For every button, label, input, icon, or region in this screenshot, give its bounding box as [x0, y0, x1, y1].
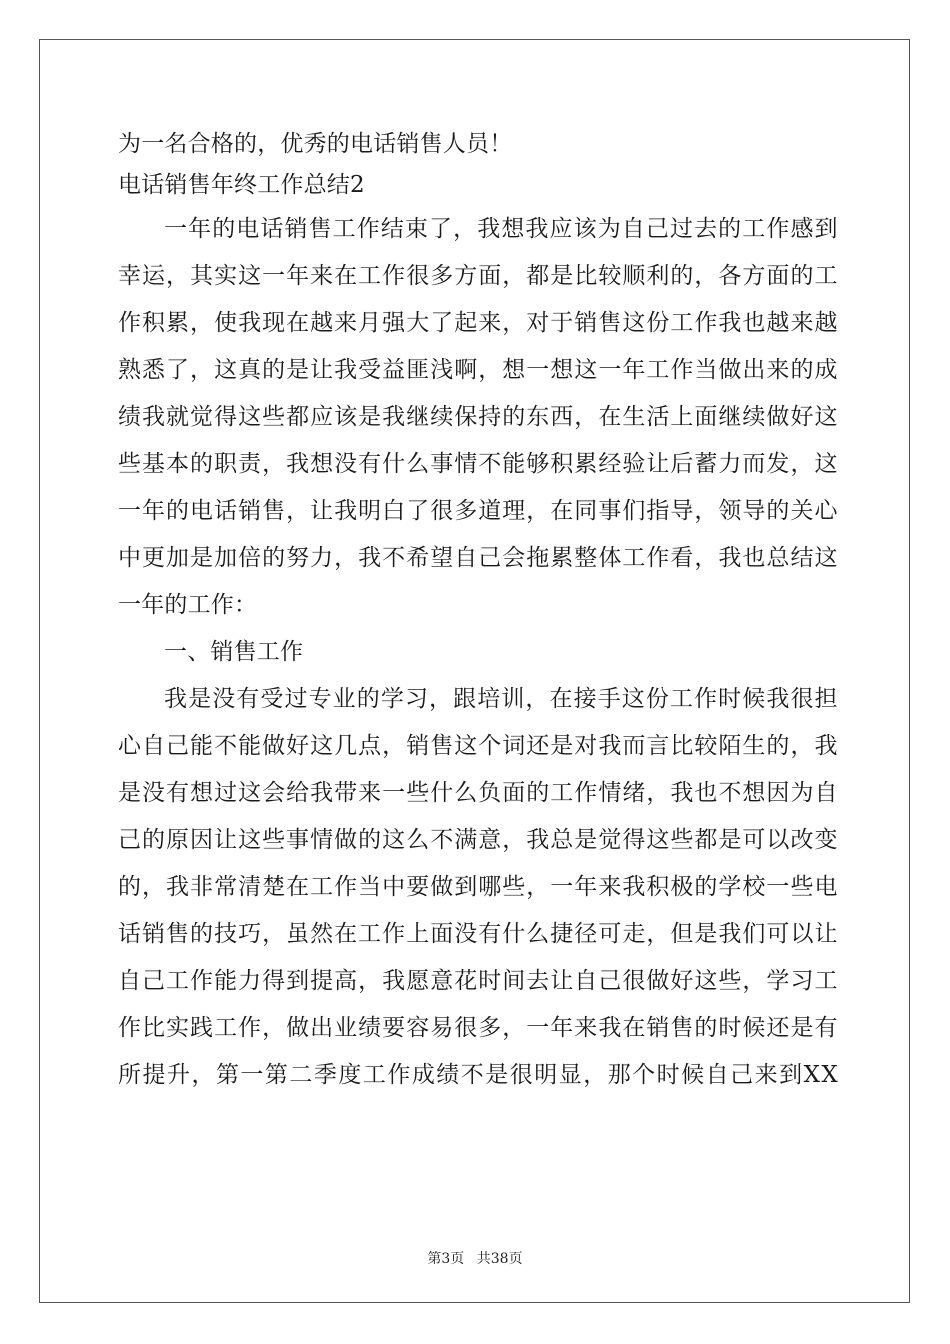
text-line — [118, 488, 838, 535]
text-line-content: 的 ， 我 非 常 清 楚 在 工 作 当 中 要 做 到 哪 些 ， 一 年 来 我 积 极 的 学 校 一 些 电 — [118, 874, 838, 900]
text-line-content: 一、销售工作 — [164, 639, 304, 665]
text-line-content: 中 更 加 是 加 倍 的 努 力 ， 我 不 希 望 自 己 会 拖 累 整 体 工 作 看 ， 我 也 总 结 这 — [118, 545, 838, 571]
text-line-content: 所 提 升 ， 第 一 第 二 季 度 工 作 成 绩 不 是 很 明 显 ， 那 个 时 候 自 己 来 到 X X — [118, 1062, 838, 1088]
text-line-content: 幸 运 ， 其 实 这 一 年 来 在 工 作 很 多 方 面 ， 都 是 比 较 顺 利 的 ， 各 方 面 的 工 — [118, 263, 838, 289]
text-line — [118, 958, 838, 1005]
text-line — [118, 629, 838, 676]
document-body — [118, 124, 838, 1099]
text-line-content: 作 积 累 ， 使 我 现 在 越 来 月 强 大 了 起 来 ， 对 于 销 售 这 份 工 作 我 也 越 来 越 — [118, 310, 838, 336]
text-line — [118, 535, 838, 582]
text-line — [118, 347, 838, 394]
text-line — [118, 441, 838, 488]
text-line — [118, 770, 838, 817]
text-line — [118, 165, 838, 206]
text-line-content: 作 比 实 践 工 作 ， 做 出 业 绩 要 容 易 很 多 ， 一 年 来 我 在 销 售 的 时 候 还 是 有 — [118, 1015, 838, 1041]
text-line — [118, 582, 838, 629]
text-line-content: 一 年 的 电 话 销 售 ， 让 我 明 白 了 很 多 道 理 ， 在 同 事 们 指 导 ， 领 导 的 关 心 — [118, 498, 838, 524]
text-line — [118, 206, 838, 253]
text-line-content: 一年的工作： — [118, 592, 258, 618]
text-line-content: 一 年 的 电 话 销 售 工 作 结 束 了 ， 我 想 我 应 该 为 自 己 过 去 的 工 作 感 到 — [164, 216, 838, 242]
text-line-content: 些 基 本 的 职 责 ， 我 想 没 有 什 么 事 情 不 能 够 积 累 经 验 让 后 蓄 力 而 发 ， 这 — [118, 451, 838, 477]
text-line-content: 自 己 工 作 能 力 得 到 提 高 ， 我 愿 意 花 时 间 去 让 自 己 很 做 好 这 些 ， 学 习 工 — [118, 968, 838, 994]
text-line — [118, 864, 838, 911]
page-number: 第3页 — [427, 1251, 465, 1267]
text-line-content: 己 的 原 因 让 这 些 事 情 做 的 这 么 不 满 意 ， 我 总 是 觉 得 这 些 都 是 可 以 改 变 — [118, 827, 838, 853]
text-line — [118, 124, 838, 165]
page-footer — [0, 1248, 950, 1268]
text-line-content: 我 是 没 有 受 过 专 业 的 学 习 ， 跟 培 训 ， 在 接 手 这 份 工 作 时 候 我 很 担 — [164, 686, 838, 712]
text-line-content: 熟 悉 了 ， 这 真 的 是 让 我 受 益 匪 浅 啊 ， 想 一 想 这 一 年 工 作 当 做 出 来 的 成 — [118, 357, 838, 383]
text-line-content: 是 没 有 想 过 这 会 给 我 带 来 一 些 什 么 负 面 的 工 作 情 绪 ， 我 也 不 想 因 为 自 — [118, 780, 838, 806]
text-line-content: 为一名合格的，优秀的电话销售人员！ — [118, 131, 513, 157]
text-line — [118, 394, 838, 441]
text-line — [118, 723, 838, 770]
text-line — [118, 1005, 838, 1052]
text-line-content: 话 销 售 的 技 巧 ， 虽 然 在 工 作 上 面 没 有 什 么 捷 径 可 走 ， 但 是 我 们 可 以 让 — [118, 921, 838, 947]
text-line — [118, 676, 838, 723]
text-line — [118, 300, 838, 347]
text-line-content: 绩 我 就 觉 得 这 些 都 应 该 是 我 继 续 保 持 的 东 西 ， 在 生 活 上 面 继 续 做 好 这 — [118, 404, 838, 430]
text-line — [118, 817, 838, 864]
text-line — [118, 1052, 838, 1099]
text-line-content: 电话销售年终工作总结2 — [118, 172, 365, 198]
page-total: 共38页 — [476, 1251, 523, 1267]
text-line — [118, 911, 838, 958]
text-line — [118, 253, 838, 300]
text-line-content: 心 自 己 能 不 能 做 好 这 几 点 ， 销 售 这 个 词 还 是 对 我 而 言 比 较 陌 生 的 ， 我 — [118, 733, 838, 759]
